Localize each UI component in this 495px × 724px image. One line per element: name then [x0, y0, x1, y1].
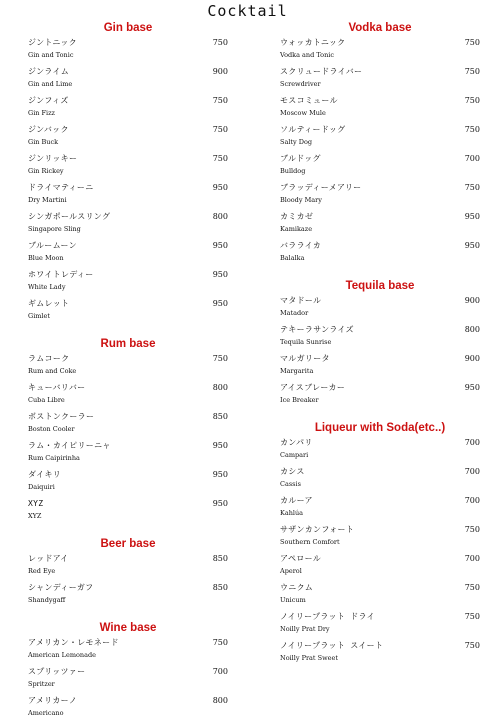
item-price: 950 [464, 383, 480, 392]
item-name-english: Cuba Libre [28, 396, 65, 404]
item-name-english: XYZ [28, 512, 42, 520]
item-name-japanese: サザンカンフォート [280, 525, 355, 534]
item-price: 850 [212, 412, 228, 421]
item-price: 850 [212, 554, 228, 563]
item-name-english: Red Eye [28, 567, 56, 575]
item-name-english: Gin and Lime [28, 80, 73, 88]
item-name-english: Gimlet [28, 312, 50, 320]
item-name-japanese: ダイキリ [28, 470, 62, 479]
menu-item [28, 553, 228, 582]
section-liqueur-with-soda-etc [280, 420, 480, 669]
item-name-english: Rum Caipirinha [28, 454, 80, 462]
section-title: Beer base [100, 538, 156, 550]
item-name-japanese: ボストンクーラー [28, 412, 95, 421]
menu-item [28, 666, 228, 695]
menu-item [280, 466, 480, 495]
menu-item [280, 437, 480, 466]
item-name-english: Dry Martini [28, 196, 67, 204]
item-name-japanese: ジンライム [28, 67, 70, 76]
item-name-english: Gin Rickey [28, 167, 64, 175]
item-name-japanese: モスコミュール [280, 96, 338, 105]
item-name-japanese: ブルドッグ [280, 154, 321, 163]
menu-item [28, 695, 228, 724]
item-price: 750 [212, 638, 228, 647]
item-name-japanese: マルガリータ [280, 354, 330, 363]
menu-item [28, 469, 228, 498]
section-rum-base [28, 336, 228, 527]
item-name-english: Cassis [280, 480, 301, 488]
item-price: 750 [464, 125, 480, 134]
menu-item [280, 182, 480, 211]
menu-item [28, 498, 228, 527]
item-name-english: Kamikaze [280, 225, 313, 233]
item-name-english: Rum and Coke [28, 367, 77, 375]
item-price: 750 [464, 67, 480, 76]
menu-item [280, 124, 480, 153]
item-name-japanese: ラム・カイピリーニャ [28, 441, 111, 450]
item-name-english: Screwdriver [280, 80, 321, 88]
item-price: 900 [464, 296, 480, 305]
item-name-english: Gin Buck [28, 138, 59, 146]
menu-item [28, 637, 228, 666]
menu-item [28, 240, 228, 269]
menu-item [28, 582, 228, 611]
item-name-english: Gin and Tonic [28, 51, 74, 59]
section-gap [28, 327, 228, 336]
item-name-english: Aperol [280, 567, 302, 575]
item-price: 700 [212, 667, 228, 676]
section-gin-base [28, 20, 228, 327]
item-price: 750 [212, 38, 228, 47]
menu-item [28, 95, 228, 124]
item-name-english: Noilly Prat Dry [280, 625, 330, 633]
menu-item [280, 495, 480, 524]
item-name-japanese: ブラッディーメアリー [280, 183, 362, 192]
item-price: 800 [212, 212, 228, 221]
item-price: 700 [464, 467, 480, 476]
item-name-japanese: ノイリープラット スイート [280, 641, 384, 650]
item-name-english: Bulldog [280, 167, 306, 175]
menu-item [28, 182, 228, 211]
menu-item [280, 153, 480, 182]
menu-item [28, 269, 228, 298]
item-name-japanese: カンパリ [280, 438, 313, 447]
item-name-english: Gin Fizz [28, 109, 55, 117]
item-name-japanese: ジンバック [28, 125, 69, 134]
item-name-english: Moscow Mule [280, 109, 326, 117]
menu-item [28, 353, 228, 382]
menu-item [280, 611, 480, 640]
item-price: 750 [464, 525, 480, 534]
item-name-english: Unicum [280, 596, 306, 604]
item-price: 950 [212, 183, 228, 192]
menu-item [280, 524, 480, 553]
menu-item [28, 153, 228, 182]
item-name-english: Kahlúa [280, 509, 304, 517]
item-name-english: Tequila Sunrise [280, 338, 332, 346]
item-name-japanese: テキーラサンライズ [280, 325, 354, 334]
menu-item [28, 411, 228, 440]
item-name-japanese: スプリッツァー [28, 667, 86, 676]
item-price: 800 [212, 383, 228, 392]
menu-item [28, 382, 228, 411]
item-name-japanese: キューバリバー [28, 383, 86, 392]
section-title: Liqueur with Soda(etc..) [314, 422, 446, 434]
item-name-english: Matador [280, 309, 309, 317]
right-column [280, 20, 480, 669]
section-title: Rum base [100, 338, 156, 350]
item-price: 750 [464, 38, 480, 47]
item-name-english: Vodka and Tonic [280, 51, 334, 59]
item-name-english: Balalka [280, 254, 305, 262]
item-name-english: Margarita [280, 367, 314, 375]
menu-item [28, 124, 228, 153]
item-name-japanese: マタドール [280, 296, 322, 305]
menu-item [280, 211, 480, 240]
item-name-english: Ice Breaker [280, 396, 319, 404]
item-price: 950 [212, 270, 228, 279]
item-price: 950 [464, 241, 480, 250]
item-name-english: Noilly Prat Sweet [280, 654, 338, 662]
section-title: Vodka base [348, 22, 412, 34]
menu-item [280, 553, 480, 582]
menu-item [280, 582, 480, 611]
left-column [28, 20, 228, 724]
item-name-english: Boston Cooler [28, 425, 75, 433]
item-price: 800 [212, 696, 228, 705]
item-price: 950 [212, 499, 228, 508]
section-tequila-base [280, 278, 480, 411]
section-beer-base [28, 536, 228, 611]
item-price: 750 [464, 612, 480, 621]
item-name-japanese: ラムコーク [28, 354, 70, 363]
item-name-english: Americano [28, 709, 64, 717]
item-price: 700 [464, 496, 480, 505]
item-price: 750 [464, 641, 480, 650]
menu-item [28, 298, 228, 327]
item-price: 950 [212, 441, 228, 450]
item-name-japanese: レッドアイ [28, 554, 69, 563]
item-name-japanese: カミカゼ [280, 212, 314, 221]
item-name-japanese: ソルティードッグ [280, 125, 346, 134]
item-price: 750 [212, 125, 228, 134]
menu-item [280, 324, 480, 353]
item-name-japanese: ブルームーン [28, 241, 77, 250]
menu-item [280, 240, 480, 269]
item-price: 900 [212, 67, 228, 76]
item-name-japanese: XYZ [28, 499, 44, 508]
item-name-japanese: シンガポールスリング [28, 212, 111, 221]
section-gap [28, 527, 228, 536]
item-name-japanese: シャンディーガフ [28, 583, 94, 592]
item-name-japanese: ギムレット [28, 299, 70, 308]
item-price: 700 [464, 554, 480, 563]
item-name-japanese: ノイリープラット ドライ [280, 612, 375, 621]
item-name-english: Campari [280, 451, 309, 459]
menu-item [28, 440, 228, 469]
section-title: Wine base [99, 622, 157, 634]
section-vodka-base [280, 20, 480, 269]
menu-item [28, 66, 228, 95]
section-gap [280, 411, 480, 420]
item-name-english: White Lady [28, 283, 66, 291]
item-name-japanese: バラライカ [280, 241, 322, 250]
item-price: 750 [212, 154, 228, 163]
item-name-english: Singapore Sling [28, 225, 81, 233]
item-name-japanese: アペロール [280, 554, 322, 563]
item-price: 850 [212, 583, 228, 592]
item-name-japanese: ウォッカトニック [280, 38, 346, 47]
item-price: 750 [464, 583, 480, 592]
section-title: Gin base [103, 22, 153, 34]
item-price: 800 [464, 325, 480, 334]
item-price: 750 [464, 96, 480, 105]
page-title: Cocktail [207, 2, 288, 20]
menu-item [280, 353, 480, 382]
item-name-japanese: ジンフィズ [28, 96, 69, 105]
item-name-english: Spritzer [28, 680, 55, 688]
menu-item [280, 95, 480, 124]
item-name-english: Daiquiri [28, 483, 55, 491]
item-price: 750 [212, 354, 228, 363]
item-name-english: Bloody Mary [280, 196, 322, 204]
item-price: 900 [464, 354, 480, 363]
item-price: 950 [212, 470, 228, 479]
item-price: 950 [464, 212, 480, 221]
item-name-english: Salty Dog [280, 138, 313, 146]
menu-item [280, 640, 480, 669]
section-gap [280, 269, 480, 278]
item-name-english: American Lemonade [28, 651, 96, 659]
menu-item [280, 382, 480, 411]
item-name-english: Southern Comfort [280, 538, 340, 546]
item-name-japanese: ジントニック [28, 38, 77, 47]
item-name-english: Blue Moon [28, 254, 64, 262]
section-title: Tequila base [345, 280, 415, 292]
item-price: 750 [212, 96, 228, 105]
item-name-english: Shandygaff [28, 596, 66, 604]
item-name-japanese: カルーア [280, 496, 313, 505]
menu-item [280, 295, 480, 324]
item-name-japanese: アイスブレーカー [280, 383, 346, 392]
item-name-japanese: カシス [280, 467, 305, 476]
menu-item [28, 37, 228, 66]
item-name-japanese: ウニクム [280, 583, 314, 592]
item-price: 750 [464, 183, 480, 192]
item-price: 950 [212, 241, 228, 250]
item-name-japanese: ドライマティーニ [28, 183, 94, 192]
section-wine-base [28, 620, 228, 724]
menu-item [280, 37, 480, 66]
item-name-japanese: アメリカーノ [28, 696, 78, 705]
item-price: 700 [464, 154, 480, 163]
item-name-japanese: ホワイトレディー [28, 270, 94, 279]
menu-item [280, 66, 480, 95]
menu-item [28, 211, 228, 240]
item-price: 700 [464, 438, 480, 447]
item-price: 950 [212, 299, 228, 308]
item-name-japanese: ジンリッキー [28, 154, 78, 163]
item-name-japanese: アメリカン・レモネード [28, 638, 119, 647]
item-name-japanese: スクリュードライバー [280, 67, 363, 76]
section-gap [28, 611, 228, 620]
